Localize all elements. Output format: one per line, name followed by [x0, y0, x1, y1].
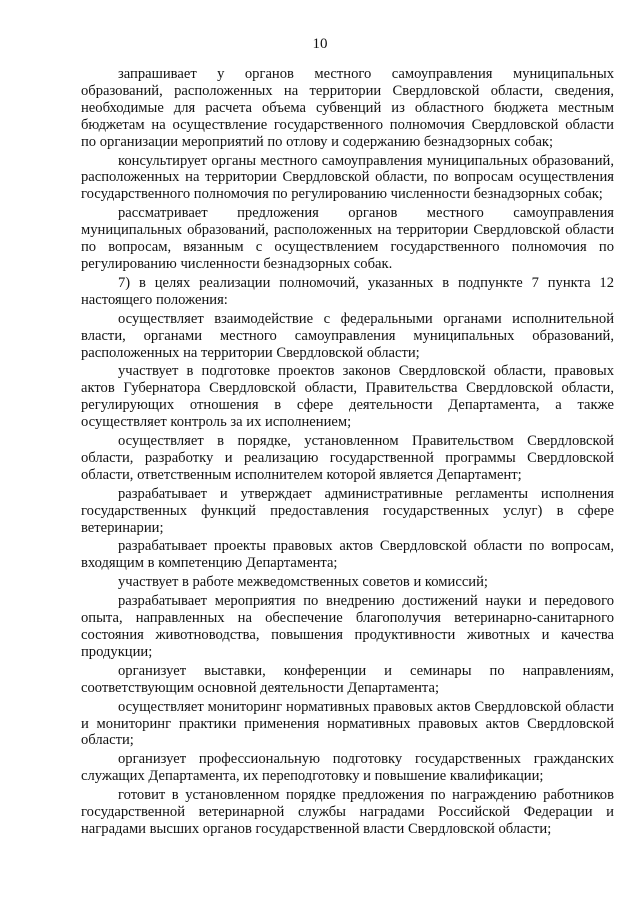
paragraph-councils: участвует в работе межведомственных советов и комиссий; [118, 574, 488, 591]
paragraph-exhibitions: организует выставки, конференции и семинары по направлениям, соответствующим основной деятельности Департамента; [81, 662, 614, 696]
paragraph-legal-acts: разрабатывает проекты правовых актов Свердловской области по вопросам, входящим в компетенцию Департамента; [81, 538, 614, 572]
paragraph-state-program: осуществляет в порядке, установленном Правительством Свердловской области, разработку и реализацию государственной программы Свердловской области, ответственным исполнителем которой является Департамент; [81, 433, 614, 483]
paragraph-reviews-proposals: рассматривает предложения органов местного самоуправления муниципальных образований, расположенных на территории Свердловской области по вопросам, вязанным с осуществлением государственного полномочия по регулированию численности безнадзорных собак. [81, 205, 614, 272]
paragraph-monitoring: осуществляет мониторинг нормативных правовых актов Свердловской области и мониторинг практики применения нормативных правовых актов Свердловской области; [81, 698, 614, 749]
paragraph-interaction: осуществляет взаимодействие с федеральными органами исполнительной власти, органами местного самоуправления муниципальных образований, расположенных на территории Свердловской области; [81, 310, 614, 361]
paragraph-awards: готовит в установленном порядке предложения по награждению работников государственной ветеринарной службы наградами Российской Федерации и наградами высших органов государственной власти Свердловской области; [81, 787, 614, 837]
paragraph-request-info: запрашивает у органов местного самоуправления муниципальных образований, расположенных на территории Свердловской области, сведения, необходимые для расчета объема субвенций из областного бюджета местным бюджетам на осуществление государственного полномочия Свердловской области по организации мероприятий по отлову и содержанию безнадзорных собак; [81, 66, 614, 150]
paragraph-draft-laws: участвует в подготовке проектов законов Свердловской области, правовых актов Губернатора Свердловской области, Правительства Свердловской области, регулирующих отношения в сфере деятельности Департамента, а также осуществляет контроль за их исполнением; [81, 363, 614, 431]
document-body [81, 66, 614, 840]
paragraph-training: организует профессиональную подготовку государственных гражданских служащих Департамента, их переподготовку и повышение квалификации; [81, 751, 614, 785]
paragraph-admin-regulations: разрабатывает и утверждает административные регламенты исполнения государственных функций предоставления государственных услуг) в сфере ветеринарии; [81, 485, 614, 536]
page-number: 10 [312, 36, 328, 52]
paragraph-science-measures: разрабатывает мероприятия по внедрению достижений науки и передового опыта, направленных на обеспечение благополучия ветеринарно-санитарного состояния животноводства, повышения продуктивности животных и качества продукции; [81, 593, 614, 660]
paragraph-consults: консультирует органы местного самоуправления муниципальных образований, расположенных на территории Свердловской области, по вопросам осуществления государственного полномочия по регулированию численности безнадзорных собак; [81, 152, 614, 203]
paragraph-item-7-intro: 7) в целях реализации полномочий, указанных в подпункте 7 пункта 12 настоящего положения: [81, 274, 614, 308]
